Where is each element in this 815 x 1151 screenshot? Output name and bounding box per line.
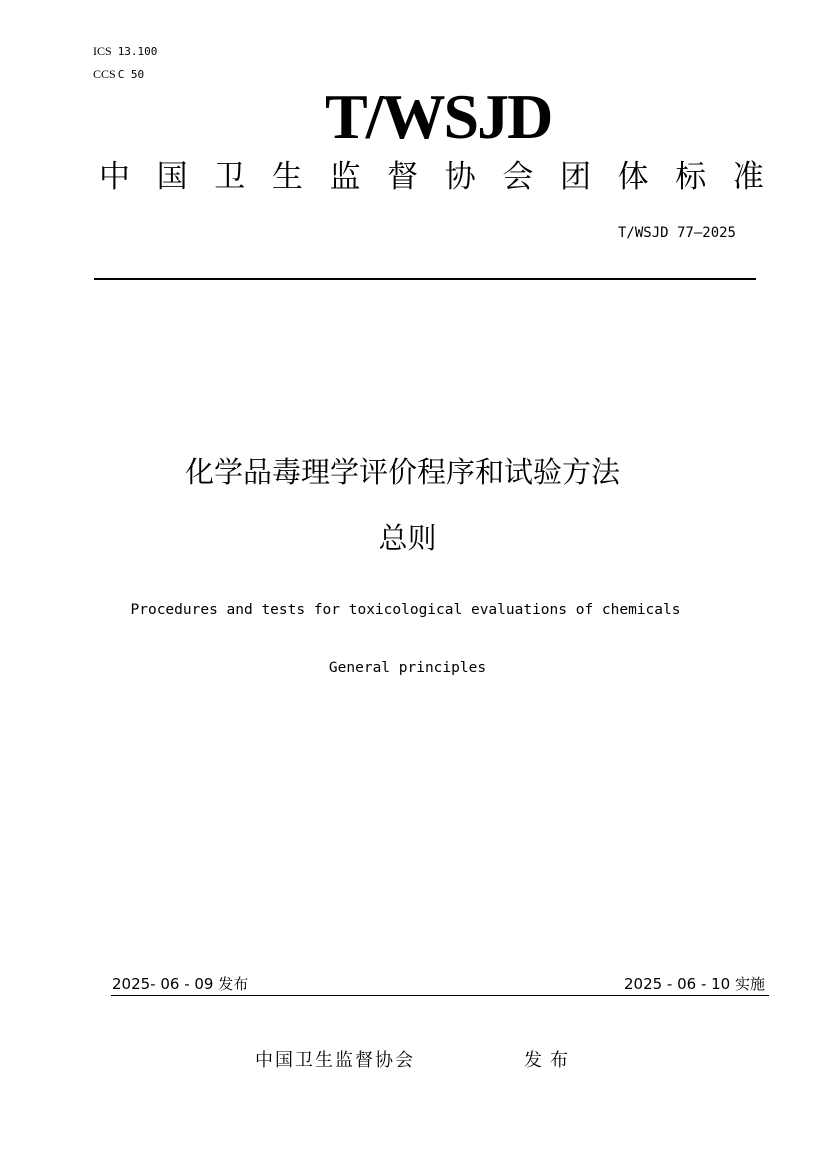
document-subtitle-english: General principles xyxy=(328,660,487,676)
org-title-char: 标 xyxy=(675,159,707,195)
issue-date: 2025- 06 - 09 发布 xyxy=(112,975,249,993)
header-divider xyxy=(94,278,756,280)
standard-logo: T/WSJD xyxy=(325,81,552,152)
publish-label: 发布 xyxy=(524,1050,576,1071)
org-title-char: 团 xyxy=(560,159,591,195)
ccs-code: C 50 xyxy=(117,68,145,81)
org-title-char: 督 xyxy=(387,159,419,195)
ccs-label: CCS xyxy=(93,67,116,81)
org-title-char: 会 xyxy=(502,159,534,195)
footer-divider xyxy=(111,995,769,996)
implementation-date: 2025 - 06 - 10 实施 xyxy=(623,975,765,993)
document-subtitle-chinese: 总则 xyxy=(378,521,437,555)
org-title-char: 中 xyxy=(99,159,130,195)
org-title-char: 协 xyxy=(444,159,476,195)
standard-code: T/WSJD 77—2025 xyxy=(617,225,736,241)
org-title-char: 国 xyxy=(156,159,188,195)
ics-label: ICS xyxy=(93,44,112,58)
ics-line xyxy=(93,40,157,63)
publisher-name: 中国卫生监督协会 xyxy=(255,1050,415,1071)
org-title-char: 生 xyxy=(271,159,303,195)
ics-code: 13.100 xyxy=(117,45,158,58)
classification-block xyxy=(93,40,157,86)
org-standard-title xyxy=(99,155,764,199)
org-title-char: 准 xyxy=(732,159,764,195)
document-title-chinese: 化学品毒理学评价程序和试验方法 xyxy=(184,455,620,489)
org-title-char: 体 xyxy=(617,159,649,195)
document-title-english: Procedures and tests for toxicological evaluations of chemicals xyxy=(130,602,681,618)
ccs-line xyxy=(93,63,157,86)
org-title-char: 监 xyxy=(329,159,361,195)
org-title-char: 卫 xyxy=(214,159,246,195)
